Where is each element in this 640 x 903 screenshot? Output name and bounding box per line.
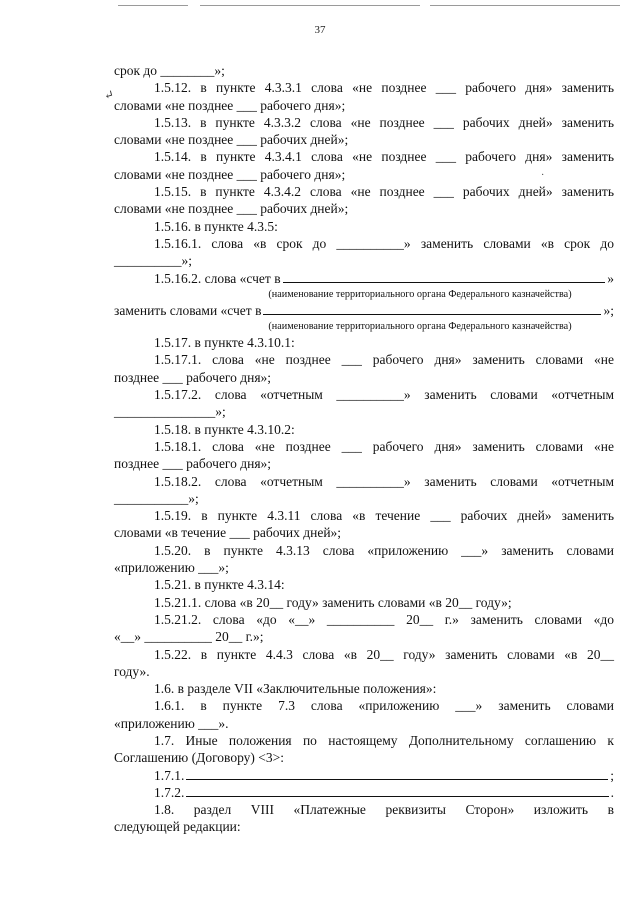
text-line: 1.5.21.2. слова «до «__» __________ 20__ г.» заменить словами «до: [154, 611, 614, 627]
line-text: »: [607, 270, 614, 286]
scan-edge-line: [118, 5, 188, 6]
text-line: [114, 270, 614, 287]
text-line: 1.5.18.2. слова «отчетным __________» заменить словами «отчетным: [154, 473, 614, 489]
line-text: ;: [610, 767, 614, 783]
scan-edge-line: [430, 5, 620, 6]
line-text: 1.7.2.: [154, 784, 185, 800]
text-line: «__» __________ 20__ г.»;: [114, 629, 264, 645]
scan-edge-line: [200, 5, 420, 6]
text-line: 1.5.17. в пункте 4.3.10.1:: [154, 335, 295, 351]
text-line: 1.5.17.1. слова «не позднее ___ рабочего дня» заменить словами «не: [154, 352, 614, 368]
text-line: 1.6. в разделе VII «Заключительные положения»:: [154, 681, 437, 697]
text-line: 1.5.12. в пункте 4.3.3.1 слова «не позднее ___ рабочего дня» заменить: [154, 80, 614, 96]
text-line: 1.5.21. в пункте 4.3.14:: [154, 577, 285, 593]
text-line: Соглашению (Договору) <3>:: [114, 750, 284, 766]
text-line: 1.5.21.1. слова «в 20__ году» заменить словами «в 20__ году»;: [154, 594, 512, 610]
line-text: .: [610, 784, 614, 800]
text-line: позднее ___ рабочего дня»;: [114, 456, 272, 472]
text-line: 1.5.15. в пункте 4.3.4.2 слова «не позднее ___ рабочих дней» заменить: [154, 184, 614, 200]
text-line: словами «не позднее ___ рабочего дня»;: [114, 166, 346, 182]
text-line: словами «не позднее ___ рабочего дня»;: [114, 97, 346, 113]
text-line: 1.5.13. в пункте 4.3.3.2 слова «не позднее ___ рабочих дней» заменить: [154, 114, 614, 130]
text-line: словами «не позднее ___ рабочих дней»;: [114, 132, 349, 148]
document-body: [114, 62, 614, 836]
text-line: 1.7. Иные положения по настоящему Дополнительному соглашению к: [154, 732, 614, 748]
text-line: 1.5.18.1. слова «не позднее ___ рабочего дня» заменить словами «не: [154, 438, 614, 454]
text-line: 1.5.19. в пункте 4.3.11 слова «в течение ___ рабочих дней» заменить: [154, 508, 614, 524]
text-line: 1.5.20. в пункте 4.3.13 слова «приложению ___» заменить словами: [154, 542, 614, 558]
text-line: словами «в течение ___ рабочих дней»;: [114, 525, 342, 541]
page-number: 37: [314, 24, 326, 36]
text-line: следующей редакции:: [114, 819, 241, 835]
text-line: 1.5.18. в пункте 4.3.10.2:: [154, 421, 295, 437]
text-line: «приложению ___».: [114, 715, 229, 731]
text-line: __________»;: [114, 253, 193, 269]
field-caption: (наименование территориального органа Федерального казначейства): [268, 321, 572, 333]
text-line: 1.5.17.2. слова «отчетным __________» заменить словами «отчетным: [154, 387, 614, 403]
blank-field: [283, 270, 606, 283]
text-line: 1.5.14. в пункте 4.3.4.1 слова «не позднее ___ рабочего дня» заменить: [154, 149, 614, 165]
text-line: году».: [114, 663, 150, 679]
text-line: ___________»;: [114, 490, 199, 506]
line-text: 1.5.16.2. слова «счет в: [154, 270, 281, 286]
text-line: [114, 302, 614, 319]
text-line: _______________»;: [114, 404, 226, 420]
text-line: 1.6.1. в пункте 7.3 слова «приложению ___» заменить словами: [154, 698, 614, 714]
text-line: [114, 767, 614, 784]
line-text: 1.7.1.: [154, 767, 185, 783]
text-line: 1.8. раздел VIII «Платежные реквизиты Сторон» изложить в: [154, 802, 614, 818]
scan-speck-icon: ·: [541, 170, 545, 181]
text-line: 1.5.16.1. слова «в срок до __________» заменить словами «в срок до: [154, 235, 614, 251]
field-caption: (наименование территориального органа Федерального казначейства): [268, 288, 572, 300]
text-line: [114, 784, 614, 801]
blank-field: [186, 784, 608, 797]
margin-mark-icon: ↵: [102, 86, 116, 104]
text-line: словами «не позднее ___ рабочих дней»;: [114, 201, 349, 217]
line-text: заменить словами «счет в: [114, 302, 262, 318]
text-line: 1.5.16. в пункте 4.3.5:: [154, 218, 278, 234]
line-text: »;: [603, 302, 614, 318]
text-line: «приложению ___»;: [114, 560, 229, 576]
text-line: 1.5.22. в пункте 4.4.3 слова «в 20__ году» заменить словами «в 20__: [154, 646, 614, 662]
blank-field: [263, 302, 601, 315]
text-line: позднее ___ рабочего дня»;: [114, 369, 272, 385]
blank-field: [186, 767, 608, 780]
text-line: срок до ________»;: [114, 63, 225, 78]
